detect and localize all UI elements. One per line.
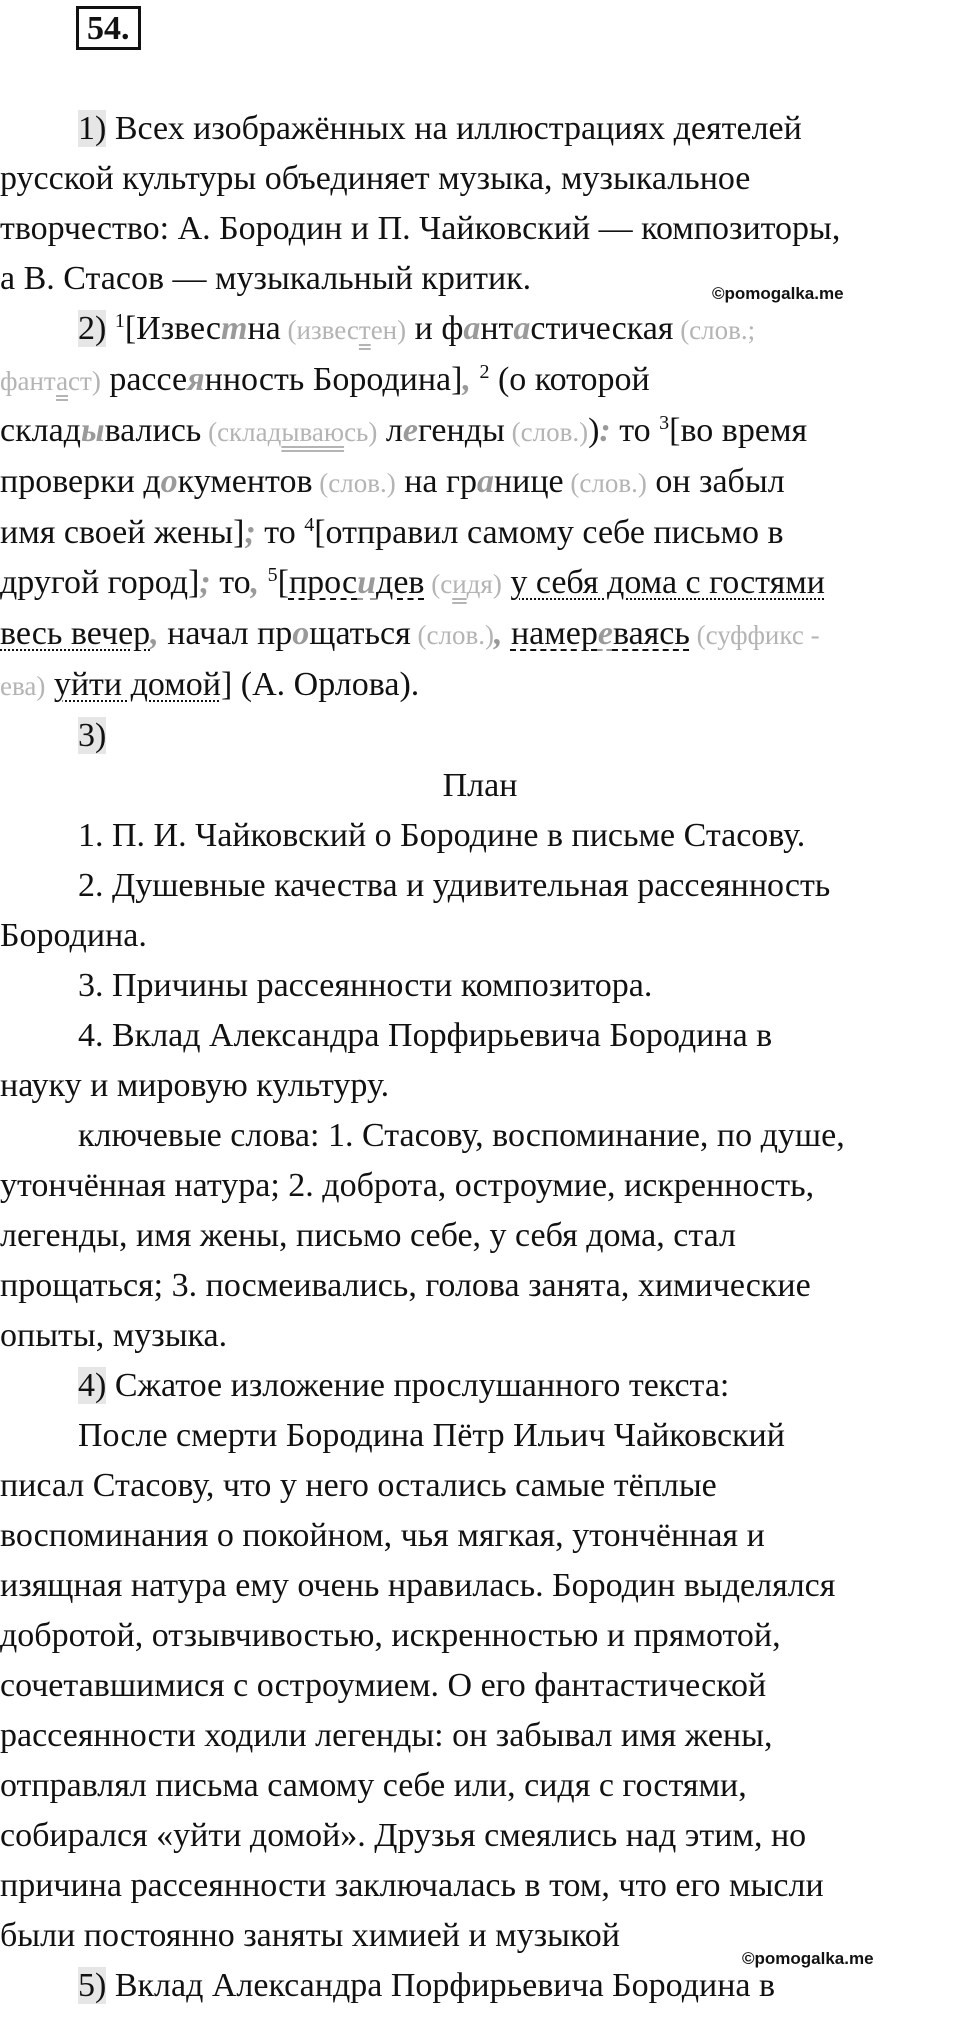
plan-title: План [442, 767, 518, 804]
summary-line: причина рассеянности заключалась в том, что его мысли [0, 1867, 824, 1904]
summary-line: собирался «уйти домой». Друзья смеялись над этим, но [0, 1817, 807, 1854]
task-number: 54. [76, 6, 141, 50]
watermark: ©pomogalka.me [712, 284, 844, 303]
s5-number: 5) [78, 1967, 107, 2004]
s3-line [0, 711, 960, 761]
summary-line: После смерти Бородина Пётр Ильич Чайковский [78, 1417, 785, 1454]
s2-line: складывались (складываюсь) легенды (слов.)): то $^3$[во время [0, 412, 808, 449]
s2-line: 2) $^1$[Известна (известен) и фантастическая (слов.; [78, 310, 756, 347]
s1-line: творчество: А. Бородин и П. Чайковский — композиторы, [0, 210, 841, 247]
summary-line: сочетавшимися с остроумием. О его фантастической [0, 1667, 767, 1704]
s1-line: русской культуры объединяет музыка, музыкальное [0, 160, 751, 197]
s2-number: 2) [78, 310, 107, 347]
answer-text [0, 104, 960, 2011]
watermark: ©pomogalka.me [742, 1949, 874, 1968]
summary-line: рассеянности ходили легенды: он забывал имя жены, [0, 1717, 773, 1754]
s2-line: весь вечер, начал прощаться (слов.), намереваясь (суффикс - [0, 615, 820, 652]
keywords-line: опыты, музыка. [0, 1317, 228, 1354]
plan-item: 1. П. И. Чайковский о Бородине в письме Стасову. [78, 817, 806, 854]
s5-line: 5) Вклад Александра Порфирьевича Бородина в [78, 1967, 776, 2004]
summary-line: добротой, отзывчивостью, искренностью и прямотой, [0, 1617, 781, 1654]
plan-item: Бородина. [0, 917, 147, 954]
plan-item: 4. Вклад Александра Порфирьевича Бородина в [78, 1017, 773, 1054]
keywords-line: ключевые слова: 1. Стасову, воспоминание, по душе, [78, 1117, 845, 1154]
s4-number: 4) [78, 1367, 107, 1404]
keywords-line: утончённая натура; 2. доброта, остроумие, искренность, [0, 1167, 815, 1204]
summary-line: были постоянно заняты химией и музыкой [0, 1917, 620, 1954]
s1-line: 1) Всех изображённых на иллюстрациях деятелей [78, 110, 802, 147]
summary-line: изящная натура ему очень нравилась. Бородин выделялся [0, 1567, 836, 1604]
keywords-line: прощаться; 3. посмеивались, голова занята, химические [0, 1267, 811, 1304]
s4-line: 4) Сжатое изложение прослушанного текста: [78, 1367, 730, 1404]
plan-item: 3. Причины рассеянности композитора. [78, 967, 653, 1004]
keywords-line: легенды, имя жены, письмо себе, у себя дома, стал [0, 1217, 736, 1254]
s2-line: имя своей жены]; то $^4$[отправил самому себе письмо в [0, 514, 784, 551]
s2-line: проверки документов (слов.) на границе (слов.) он забыл [0, 463, 785, 500]
plan-item: науку и мировую культуру. [0, 1067, 390, 1104]
s2-line: другой город]; то, $^5$[просидев (сидя) у себя дома с гостями [0, 564, 825, 601]
s2-line: фантаст) рассеянность Бородина], $^2$ (о которой [0, 361, 650, 398]
s3-number: 3) [78, 717, 107, 754]
summary-line: писал Стасову, что у него остались самые тёплые [0, 1467, 717, 1504]
s1-line: а В. Стасов — музыкальный критик. [0, 260, 532, 297]
s2-line: ева) уйти домой] (А. Орлова). [0, 666, 420, 703]
plan-item: 2. Душевные качества и удивительная рассеянность [78, 867, 831, 904]
summary-line: воспоминания о покойном, чья мягкая, утончённая и [0, 1517, 765, 1554]
summary-line: отправлял письма самому себе или, сидя с гостями, [0, 1767, 747, 1804]
s1-number: 1) [78, 110, 107, 147]
